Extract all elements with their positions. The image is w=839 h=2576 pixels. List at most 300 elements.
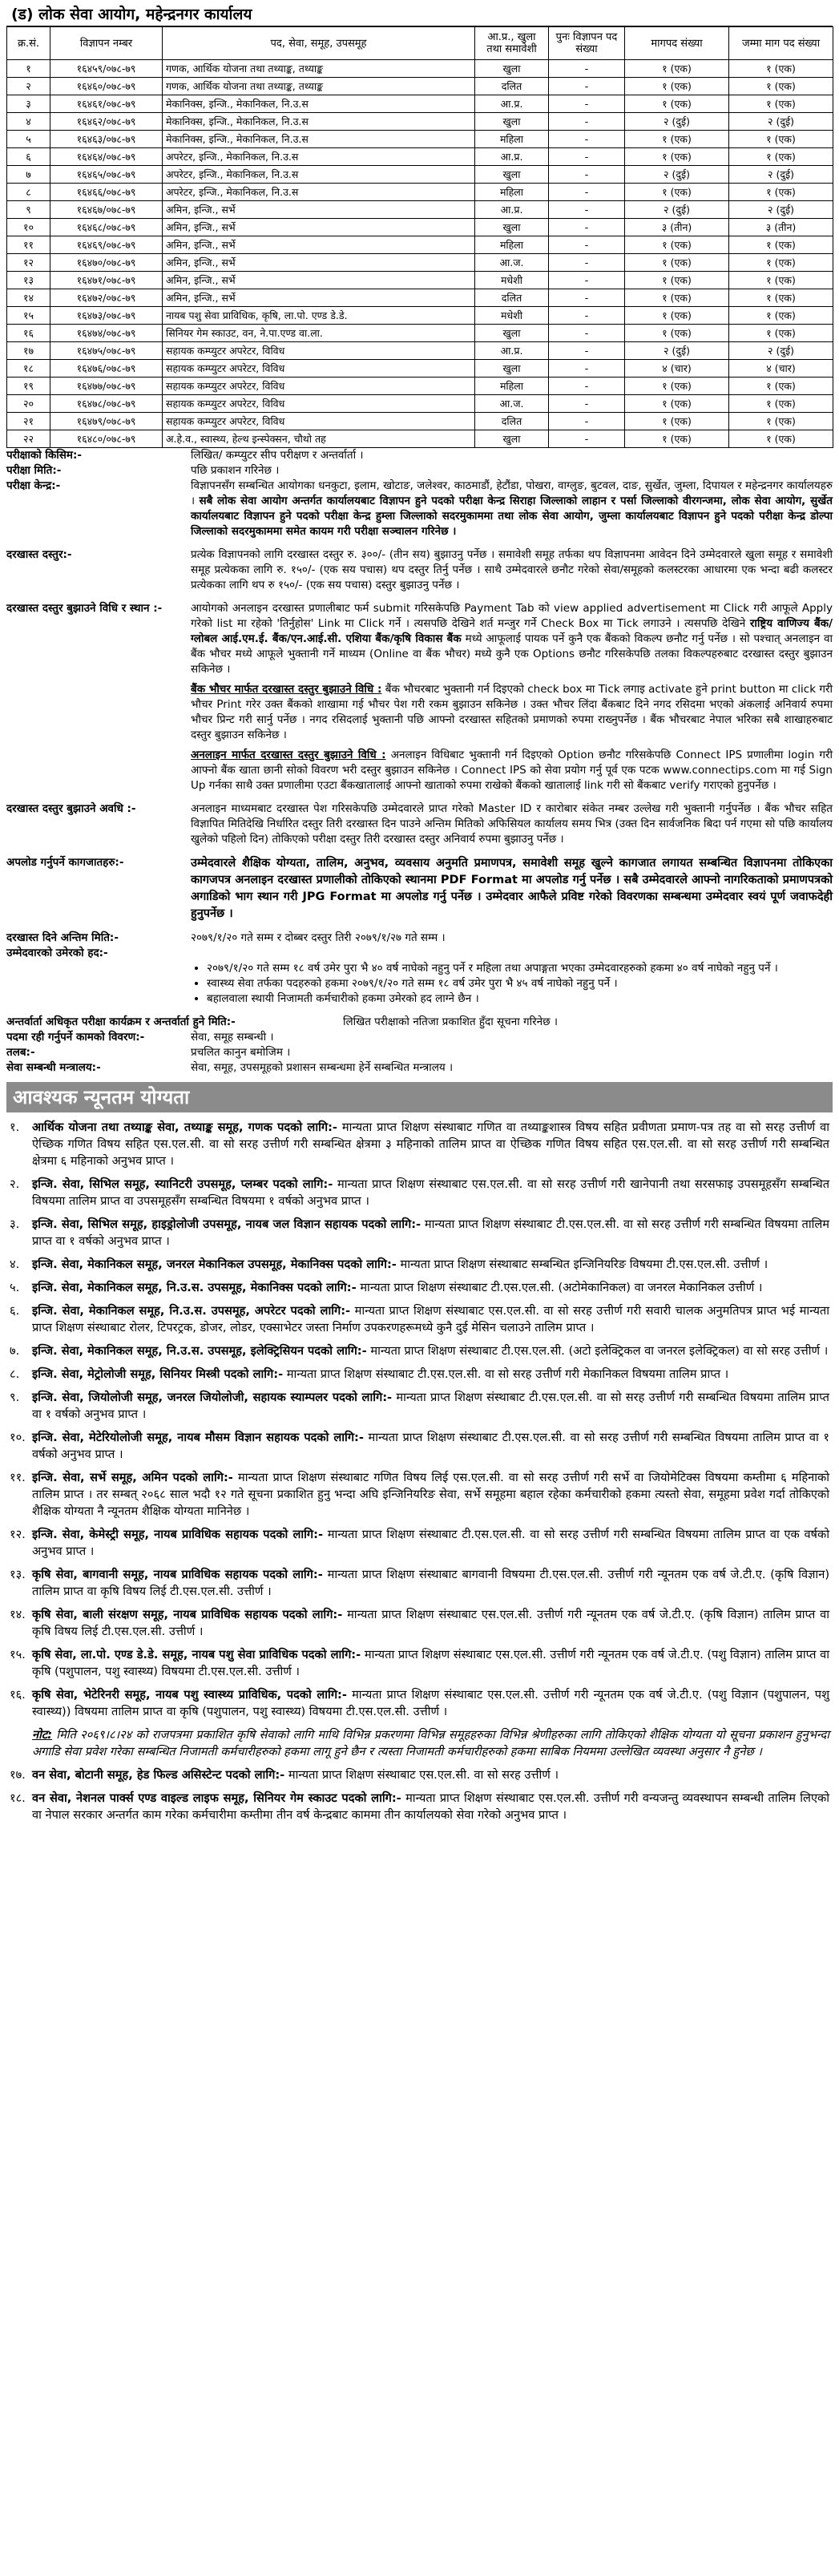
cell-readvertise: - [549, 360, 625, 378]
cell-adv-no: १६४६१/०७८-७९ [50, 95, 163, 113]
cell-demand: २ (दुई) [625, 113, 729, 131]
cell-post: सहायक कम्प्युटर अपरेटर, विविध [163, 342, 475, 360]
cell-group: महिला [475, 236, 549, 254]
qualification-item [10, 1429, 829, 1463]
cell-demand: १ (एक) [625, 131, 729, 148]
qualification-heading: आवश्यक न्यूनतम योग्यता [6, 1082, 833, 1112]
interview-value: लिखित परीक्षाको नतिजा प्रकाशित हुँदा सूचना गरिनेछ । [343, 1015, 558, 1028]
cell-adv-no: १६४६८/०७८-७९ [50, 219, 163, 236]
exam-type-value: लिखित/ कम्प्युटर सीप परीक्षण र अन्तर्वार्ता । [191, 449, 364, 462]
cell-adv-no: १६४७६/०७८-७९ [50, 360, 163, 378]
qualification-number: ७. [10, 1344, 20, 1358]
table-row [7, 254, 833, 272]
cell-group: खुला [475, 60, 549, 78]
post-details-label: पदमा रही गर्नुपर्ने कामको विवरण:- [6, 1031, 145, 1044]
table-row [7, 289, 833, 307]
online-text: अनलाइन विधिबाट भुक्तानी गर्न दिइएको Option छनौट गरिसकेपछि Connect IPS प्रणालीमा login गरी आफ्नो बैंक खाता छानी सोको विवरण भरी दस्तुर बुझाउन सकिनेछ । Connect IPS को सेवा प्रयोग गर्नु पूर्व एक पटक www.connectips.com मा गई Sign Up गर्नका साथै उक्त प्रणालीमा एउटा बैंकखातालाई आफ्नो खाताको रुपमा राखेको बैंकको खातालाई link गरी सो बैंकबाट verify गराएको हुनुपर्नेछ । [191, 749, 833, 792]
cell-readvertise: - [549, 78, 625, 95]
cell-sn: १२ [7, 254, 50, 272]
cell-sn: १८ [7, 360, 50, 378]
qualification-title: इन्जि. सेवा, केमेस्ट्री समूह, नायब प्राविधिक सहायक पदको लागि:- [32, 1528, 324, 1541]
qualification-number: १५. [10, 1648, 26, 1661]
qualification-item [10, 1726, 829, 1760]
qualification-title: इन्जि. सेवा, मेकानिकल समूह, नि.उ.स. उपसमूह, अपरेटर पदको लागि:- [32, 1304, 351, 1318]
qualification-number: १०. [10, 1431, 26, 1444]
cell-total: ३ (तीन) [729, 219, 833, 236]
cell-sn: २१ [7, 413, 50, 430]
cell-post: सहायक कम्प्युटर अपरेटर, विविध [163, 413, 475, 430]
cell-sn: ९ [7, 201, 50, 219]
cell-sn: ४ [7, 113, 50, 131]
cell-sn: १० [7, 219, 50, 236]
cell-group: दलित [475, 413, 549, 430]
qualification-title: नोट: [32, 1728, 53, 1742]
qualification-number: ३. [10, 1217, 20, 1231]
age-item: • स्वास्थ्य सेवा तर्फका पदहरुको हकमा २०७९/१/२० गते सम्म १८ वर्ष उमेर पुरा भै ४५ वर्ष नाघेको नहुनु पर्ने । [207, 976, 833, 991]
cell-readvertise: - [549, 95, 625, 113]
age-item: • बहालवाला स्थायी निजामती कर्मचारीको हकमा उमेरको हद लाग्ने छैन । [207, 991, 833, 1007]
cell-post: अमिन, इन्जि., सर्भे [163, 236, 475, 254]
online-heading: अनलाइन मार्फत दरखास्त दस्तुर बुझाउने विधि : [191, 749, 386, 761]
cell-total: १ (एक) [729, 413, 833, 430]
qualification-text: मान्यता प्राप्त शिक्षण संस्थाबाट एस.एल.सी. उत्तीर्ण गरी न्यूनतम एक वर्ष जे.टी.ए. (पशु विज्ञान (पशुपालन, पशु स्वास्थ्य)) विषयमा तालिम प्राप्त वा कृषि (पशुपालन, पशु स्वास्थ्य) विषयमा टी.एस.एल.सी. उत्तीर्ण । [32, 1688, 829, 1718]
qualification-number: ५. [10, 1281, 20, 1294]
exam-date-value: पछि प्रकाशन गरिनेछ । [191, 464, 280, 477]
cell-total: १ (एक) [729, 395, 833, 413]
cell-sn: १३ [7, 272, 50, 289]
cell-group: मधेशी [475, 272, 549, 289]
cell-group: महिला [475, 131, 549, 148]
cell-total: २ (दुई) [729, 201, 833, 219]
cell-group: खुला [475, 325, 549, 342]
age-item: • २०७९/१/२० गते सम्म १८ वर्ष उमेर पुरा भै ४० वर्ष नाघेको नहुनु पर्ने र महिला तथा अपाङ्गता भएका उम्मेदवारहरुको हकमा ४० वर्ष नाघेको नहुनु पर्ने । [207, 961, 833, 976]
cell-demand: १ (एक) [625, 430, 729, 448]
qualification-text: मान्यता प्राप्त शिक्षण संस्थाबाट एस.एल.सी. उत्तीर्ण गरी न्यूनतम एक वर्ष जे.टी.ए. (कृषि विज्ञान) तालिम प्राप्त वा कृषि विषय लिई टी.एस.एल.सी. उत्तीर्ण । [32, 1608, 829, 1638]
cell-demand: १ (एक) [625, 60, 729, 78]
col-header-total: जम्मा माग पद संख्या [729, 27, 833, 60]
cell-post: अमिन, इन्जि., सर्भे [163, 272, 475, 289]
cell-readvertise: - [549, 378, 625, 395]
cell-sn: ७ [7, 166, 50, 184]
cell-adv-no: १६४६७/०७८-७९ [50, 201, 163, 219]
cell-sn: १६ [7, 325, 50, 342]
office-title: (ड) लोक सेवा आयोग, महेन्द्रनगर कार्यालय [6, 0, 833, 26]
cell-sn: १७ [7, 342, 50, 360]
col-header-group: आ.प्र., खुला तथा समावेशी [475, 27, 549, 60]
vacancy-table-body [7, 60, 833, 448]
cell-post: सिनियर गेम स्काउट, वन, ने.पा.एण्ड वा.ला. [163, 325, 475, 342]
fee-method-value-2: मध्ये आफूलाई पायक पर्ने कुनै एक बैंकको विकल्प छनौट गर्नु पर्नेछ । सो पश्चात् अनलाइन वा बैंक भौचर मध्ये आफूले भुक्तानी गर्ने माध्यम (Online वा बैंक भौचर) मध्ये कुनै एक Options छनौट गरिसकेपछि तलका विकल्पहरुबाट दरखास्त दस्तुर बुझाउन सकिनेछ । [191, 632, 833, 676]
last-date-label: दरखास्त दिने अन्तिम मिति:- [6, 931, 119, 944]
cell-post: अ.हे.व., स्वास्थ्य, हेल्थ इन्स्पेक्सन, चौथो तह [163, 430, 475, 448]
exam-center-value: विज्ञापनसँग सम्बन्धित आयोगका धनकुटा, इलाम, खोटाङ, जलेश्वर, काठमाडौं, हेटौंडा, पोखरा, वाग्लुङ, बुटवल, दाङ, सुर्खेत, जुम्ला, दिपायल र महेन्द्रनगर कार्यालयहरु । [191, 479, 833, 507]
qualification-item [10, 1176, 829, 1209]
cell-group: आ.प्र. [475, 342, 549, 360]
cell-total: १ (एक) [729, 131, 833, 148]
cell-demand: १ (एक) [625, 378, 729, 395]
qualification-title: इन्जि. सेवा, सिभिल समूह, हाइड्रोलोजी उपसमूह, नायब जल विज्ञान सहायक पदको लागि:- [32, 1217, 422, 1231]
cell-adv-no: १६४६२/०७८-७९ [50, 113, 163, 131]
qualification-item [10, 1256, 829, 1273]
cell-total: १ (एक) [729, 95, 833, 113]
cell-post: सहायक कम्प्युटर अपरेटर, विविध [163, 395, 475, 413]
cell-post: मेकानिक्स, इन्जि., मेकानिकल, नि.उ.स [163, 95, 475, 113]
cell-post: सहायक कम्प्युटर अपरेटर, विविध [163, 360, 475, 378]
ministry-label: सेवा सम्बन्धी मन्त्रालय:- [6, 1061, 101, 1074]
cell-adv-no: १६४६३/०७८-७९ [50, 131, 163, 148]
cell-sn: ३ [7, 95, 50, 113]
cell-adv-no: १६४६९/०७८-७९ [50, 236, 163, 254]
cell-demand: ३ (तीन) [625, 219, 729, 236]
cell-post: नायब पशु सेवा प्राविधिक, कृषि, ला.पो. एण्ड डे.डे. [163, 307, 475, 325]
qualification-number: १. [10, 1120, 20, 1134]
fee-deadline-value: अनलाइन माध्यमबाट दरखास्त पेश गरिसकेपछि उम्मेदवारले प्राप्त गरेको Master ID र कारोबार संकेत नम्बर उल्लेख गरी भुक्तानी गर्नुपर्नेछ । बैंक भौचर सहित विज्ञापित मितिदेखि निर्धारित दस्तुर तिरी दरखास्त दिन पाउने अन्तिम मितिको अफिसियल कार्यालय समय भित्र (उक्त दिन सार्वजनिक बिदा पर्न गएमा सो पछि कार्यालय खुलेको पहिलो दिन) तोकिएको परीक्षा दस्तुर तिरी दरखास्त दस्तुर अनिवार्य रुपमा बुझाउनु पर्नेछ । [191, 802, 833, 846]
qualification-number [10, 1726, 32, 1760]
cell-post: अपरेटर, इन्जि., मेकानिकल, नि.उ.स [163, 184, 475, 201]
cell-adv-no: १६४६५/०७८-७९ [50, 166, 163, 184]
qualification-text: मान्यता प्राप्त शिक्षण संस्थाबाट टी.एस.एल.सी. वा सो सरह उत्तीर्ण गरी सम्बन्धित विषयमा तालिम प्राप्त वा १ वर्षको अनुभव प्राप्त । [32, 1217, 829, 1248]
table-row [7, 307, 833, 325]
cell-group: खुला [475, 360, 549, 378]
cell-adv-no: १६४७८/०७८-७९ [50, 395, 163, 413]
cell-readvertise: - [549, 166, 625, 184]
cell-group: दलित [475, 78, 549, 95]
table-row [7, 148, 833, 166]
table-row [7, 430, 833, 448]
qualification-number: १८. [10, 1791, 26, 1805]
cell-readvertise: - [549, 184, 625, 201]
cell-total: १ (एक) [729, 236, 833, 254]
cell-total: १ (एक) [729, 78, 833, 95]
cell-post: गणक, आर्थिक योजना तथा तथ्याङ्क, तथ्याङ्क [163, 60, 475, 78]
cell-demand: २ (दुई) [625, 201, 729, 219]
qualification-title: इन्जि. सेवा, मेकानिकल समूह, नि.उ.स. उपसमूह, मेकानिक्स पदको लागि:- [32, 1281, 357, 1294]
cell-total: १ (एक) [729, 272, 833, 289]
table-row [7, 395, 833, 413]
table-row [7, 131, 833, 148]
cell-demand: १ (एक) [625, 95, 729, 113]
cell-demand: १ (एक) [625, 254, 729, 272]
cell-post: अपरेटर, इन्जि., मेकानिकल, नि.उ.स [163, 148, 475, 166]
cell-total: ४ (चार) [729, 360, 833, 378]
cell-readvertise: - [549, 131, 625, 148]
qualification-number: १७. [10, 1768, 26, 1782]
qualification-number: ९. [10, 1391, 20, 1404]
qualification-text: मान्यता प्राप्त शिक्षण संस्थाबाट टी.एस.एल.सी. वा सो सरह उत्तीर्ण गरी सम्बन्धित विषयमा तालिम प्राप्त वा एक वर्षको अनुभव प्राप्त । [32, 1528, 829, 1558]
voucher-text: बैंक भौचरबाट भुक्तानी गर्न दिइएको check box मा Tick लगाइ activate हुने print button मा click गरी भौचर Print गरेर उक्त बैंकको शाखामा गई भौचर पेश गरी रकम बुझाउन सकिनेछ । उक्त भौचर लिंदा बैंकबाट दिने नगद रसिदमा भएको अंकलाई अनिवार्य रुपमा भौचर प्रिन्ट गरी सार्नु पर्नेछ । नगद रसिदलाई भुक्तानी पछि आफ्नो दरखास्त सहितको प्रमाणको रुपमा राख्नुपर्नेछ । बैंक भौचरबाट नेपाल भरिका सबै शाखाहरुबाट दस्तुर बुझाउन सकिनेछ । [191, 683, 833, 741]
cell-group: खुला [475, 219, 549, 236]
cell-adv-no: १६४७५/०७८-७९ [50, 342, 163, 360]
table-row [7, 78, 833, 95]
salary-label: तलब:- [6, 1046, 35, 1059]
qualification-text: मान्यता प्राप्त शिक्षण संस्थाबाट बागवानी विषयमा टी.एस.एल.सी. उत्तीर्ण गरी न्यूनतम एक वर्ष जे.टी.ए. (कृषि विज्ञान) तालिम प्राप्त वा कृषि विषय लिई टी.एस.एल.सी. उत्तीर्ण । [32, 1568, 830, 1598]
cell-sn: २ [7, 78, 50, 95]
exam-type-label: परीक्षाको किसिम:- [6, 449, 82, 462]
cell-demand: २ (दुई) [625, 342, 729, 360]
interview-label: अन्तर्वार्ता अधिकृत परीक्षा कार्यक्रम र अन्तर्वार्ता हुने मिति:- [6, 1015, 236, 1028]
table-row [7, 360, 833, 378]
cell-group: दलित [475, 289, 549, 307]
qualification-title: इन्जि. सेवा, जियोलोजी समूह, जनरल जियोलोजी, सहायक स्याम्पलर पदको लागि:- [32, 1391, 393, 1404]
qualification-number: १४. [10, 1608, 26, 1621]
cell-adv-no: १६४५९/०७८-७९ [50, 60, 163, 78]
qualification-item [10, 1366, 829, 1383]
table-row [7, 413, 833, 430]
cell-total: १ (एक) [729, 325, 833, 342]
qualification-text: मिति २०६९।८।२४ को राजपत्रमा प्रकाशित कृषि सेवाको लागि माथि विभिन्न प्रकरणमा विभिन्न समूहहरुका विभिन्न श्रेणीहरुका लागि तोकिएको शैक्षिक योग्यता यो सूचना प्रकाशन हुनुभन्दा अगाडि सेवा प्रवेश गरेका सम्बन्धित निजामती कर्मचारीहरुको हकमा लागू हुने छैन र त्यस्ता निजामती कर्मचारीहरुको हकमा साबिक नियममा उल्लेखित व्यवस्था अनुसार नै हुनेछ । [32, 1728, 830, 1758]
cell-demand: १ (एक) [625, 307, 729, 325]
col-header-adv-no: विज्ञापन नम्बर [50, 27, 163, 60]
table-row [7, 236, 833, 254]
fee-label: दरखास्त दस्तुर:- [6, 548, 72, 561]
last-date-value: २०७९/१/२० गते सम्म र दोब्बर दस्तुर तिरी २०७९/१/२७ गते सम्म । [191, 931, 446, 944]
upload-label: अपलोड गर्नुपर्ने कागजातहरु:- [6, 856, 124, 869]
qualification-title: इन्जि. सेवा, सिभिल समूह, स्यानिटरी उपसमूह, प्लम्बर पदको लागि:- [32, 1177, 333, 1191]
cell-readvertise: - [549, 219, 625, 236]
cell-total: १ (एक) [729, 289, 833, 307]
cell-total: १ (एक) [729, 378, 833, 395]
cell-readvertise: - [549, 201, 625, 219]
table-row [7, 378, 833, 395]
fee-method-value: आयोगको अनलाइन दरखास्त प्रणालीबाट फर्म submit गरिसकेपछि Payment Tab को view applied advertisement मा Click गरी आफूले Apply गरेको list मा रहेको 'तिर्नुहोस' Link मा Click गर्ने । त्यसपछि देखिने शर्त मन्जुर गर्ने Check Box मा Tick लगाउने । त्यसपछि देखिने [191, 602, 833, 630]
exam-center-note: सबै लोक सेवा आयोग अन्तर्गत कार्यालयबाट विज्ञापन हुने पदको परीक्षा केन्द्र सिराहा जिल्लाको लाहान र पर्सा जिल्लाको वीरगन्जमा, लोक सेवा आयोग, सुर्खेत कार्यालयबाट विज्ञापन हुने पदको परीक्षा केन्द्र हुम्ला जिल्लाको सदरमुकाममा तथा लोक सेवा आयोग, जुम्ला कार्यालयबाट विज्ञापन हुने पदको परीक्षा केन्द्र डोल्पा जिल्लाको सदरमुकाममा समेत कायम गरी परीक्षा सञ्चालन गरिनेछ । [191, 495, 833, 538]
cell-readvertise: - [549, 236, 625, 254]
qualification-item [10, 1302, 829, 1336]
cell-demand: १ (एक) [625, 236, 729, 254]
qualification-number: २. [10, 1177, 20, 1191]
col-header-demand: मागपद संख्या [625, 27, 729, 60]
qualification-item [10, 1216, 829, 1250]
cell-sn: २० [7, 395, 50, 413]
cell-readvertise: - [549, 272, 625, 289]
cell-adv-no: १६४७९/०७८-७९ [50, 413, 163, 430]
voucher-heading: बैंक भौचर मार्फत दरखास्त दस्तुर बुझाउने विधि : [191, 683, 382, 696]
cell-sn: १ [7, 60, 50, 78]
cell-sn: ११ [7, 236, 50, 254]
cell-group: आ.प्र. [475, 148, 549, 166]
qualification-text: मान्यता प्राप्त शिक्षण संस्थाबाट एस.एल.सी. वा सो सरह उत्तीर्ण गरी खानेपानी तथा सरसफाइ उपसमूहसँग सम्बन्धित विषयमा तालिम प्राप्त वा उपसमूहसँग सम्बन्धित विषयमा १ वर्षको अनुभव प्राप्त । [32, 1177, 830, 1208]
cell-demand: १ (एक) [625, 184, 729, 201]
qualification-item [10, 1119, 829, 1169]
cell-total: १ (एक) [729, 254, 833, 272]
qualification-text: मान्यता प्राप्त शिक्षण संस्थाबाट टी.एस.एल.सी. वा सो सरह उत्तीर्ण गरी मेकानिकल विषयमा तालिम प्राप्त । [286, 1367, 729, 1381]
cell-demand: १ (एक) [625, 413, 729, 430]
qualification-item [10, 1343, 829, 1359]
cell-demand: १ (एक) [625, 78, 729, 95]
cell-readvertise: - [549, 395, 625, 413]
qualification-title: इन्जि. सेवा, मेटेरियोलोजी समूह, नायब मौसम विज्ञान सहायक पदको लागि:- [32, 1431, 364, 1444]
cell-total: १ (एक) [729, 148, 833, 166]
cell-post: अपरेटर, इन्जि., मेकानिकल, नि.उ.स [163, 166, 475, 184]
qualification-text: मान्यता प्राप्त शिक्षण संस्थाबाट गणित वा तथ्याङ्कशास्त्र विषय सहित प्रवीणता प्रमाण-पत्र तह वा सो सरह उत्तीर्ण वा ऐच्छिक गणित विषय सहित एस.एल.सी. वा सो सरह उत्तीर्ण गरी सम्बन्धित क्षेत्रमा ३ महिनाको तालिम प्राप्त वा ऐच्छिक गणित विषय सहित एस.एल.सी. वा सो सरह उत्तीर्ण गरी सम्बन्धित क्षेत्रमा ६ महिनाको अनुभव प्राप्त । [32, 1120, 829, 1168]
qualification-title: वन सेवा, बोटानी समूह, हेड फिल्ड असिस्टेन्ट पदको लागि:- [32, 1768, 285, 1782]
table-row [7, 113, 833, 131]
cell-group: महिला [475, 184, 549, 201]
qualification-item [10, 1389, 829, 1423]
cell-group: महिला [475, 378, 549, 395]
fee-method-banks: राष्ट्रिय वाणिज्य बैंक/ग्लोबल आई.एम.ई. बैंक/एन.आई.सी. एशिया बैंक/कृषि विकास बैंक [191, 617, 833, 645]
cell-sn: ६ [7, 148, 50, 166]
cell-demand: १ (एक) [625, 325, 729, 342]
qualification-title: इन्जि. सेवा, मेकानिकल समूह, जनरल मेकानिकल उपसमूह, मेकानिक्स पदको लागि:- [32, 1258, 397, 1271]
qualification-title: आर्थिक योजना तथा तथ्याङ्क सेवा, तथ्याङ्क समूह, गणक पदको लागि:- [32, 1120, 337, 1134]
cell-total: २ (दुई) [729, 342, 833, 360]
cell-readvertise: - [549, 413, 625, 430]
qualification-title: कृषि सेवा, भेटेरिनरी समूह, नायब पशु स्वास्थ्य प्राविधिक, पदको लागि:- [32, 1688, 347, 1702]
cell-sn: २२ [7, 430, 50, 448]
age-label: उम्मेदवारको उमेरको हद:- [6, 947, 108, 959]
qualification-text: मान्यता प्राप्त शिक्षण संस्थाबाट टी.एस.एल.सी. वा सो सरह उत्तीर्ण गरी सम्बन्धित विषयमा तालिम प्राप्त वा १ वर्षको अनुभव प्राप्त । [32, 1431, 829, 1461]
qualification-text: मान्यता प्राप्त शिक्षण संस्थाबाट टी.एस.एल.सी. (अटोमेकानिकल) वा जनरल मेकानिकल उत्तीर्ण । [360, 1281, 763, 1294]
fee-method-label: दरखास्त दस्तुर बुझाउने विधि र स्थान :- [6, 602, 163, 615]
qualification-text: मान्यता प्राप्त शिक्षण संस्थाबाट सम्बन्धित इन्जिनियरिङ विषयमा टी.एस.एल.सी. उत्तीर्ण । [400, 1258, 768, 1271]
table-row [7, 325, 833, 342]
col-header-post: पद, सेवा, समूह, उपसमूह [163, 27, 475, 60]
salary-value: प्रचलित कानुन बमोजिम । [191, 1046, 291, 1059]
table-header-row [7, 27, 833, 60]
qualification-text: मान्यता प्राप्त शिक्षण संस्थाबाट गणित विषय लिई एस.एल.सी. वा सो सरह उत्तीर्ण गरी सर्भे वा जियोमेटिक्स विषयमा कम्तीमा ६ महिनाको तालिम प्राप्त । तर सम्बत् २०६८ साल भदौ १२ गते सूचना प्रकाशित हुनु भन्दा अघि इन्जिनियरिङ सेवा, सर्भे समूहमा बहाल रहेका कर्मचारीको हकमा त्यस्तो सेवा, समूहमा प्रवेश गर्दा तोकिएको शैक्षिक योग्यता नै न्यूनतम शैक्षिक योग्यता मानिनेछ । [32, 1471, 830, 1518]
cell-group: खुला [475, 430, 549, 448]
cell-sn: १९ [7, 378, 50, 395]
cell-demand: ४ (चार) [625, 360, 729, 378]
cell-total: १ (एक) [729, 184, 833, 201]
qualification-item [10, 1790, 829, 1823]
cell-group: आ.ज. [475, 254, 549, 272]
table-row [7, 184, 833, 201]
table-row [7, 342, 833, 360]
cell-demand: १ (एक) [625, 395, 729, 413]
cell-post: मेकानिक्स, इन्जि., मेकानिकल, नि.उ.स [163, 131, 475, 148]
cell-sn: ८ [7, 184, 50, 201]
cell-demand: २ (दुई) [625, 166, 729, 184]
cell-post: अमिन, इन्जि., सर्भे [163, 219, 475, 236]
cell-group: आ.ज. [475, 395, 549, 413]
vacancy-table [6, 26, 833, 448]
cell-adv-no: १६४७०/०७८-७९ [50, 254, 163, 272]
cell-adv-no: १६४७७/०७८-७९ [50, 378, 163, 395]
cell-readvertise: - [549, 113, 625, 131]
cell-readvertise: - [549, 307, 625, 325]
qualification-item [10, 1646, 829, 1680]
ministry-value: सेवा, समूह, उपसमूहको प्रशासन सम्बन्धमा हेर्ने सम्बन्धित मन्त्रालय । [191, 1061, 454, 1074]
cell-readvertise: - [549, 342, 625, 360]
cell-adv-no: १६४७३/०७८-७९ [50, 307, 163, 325]
cell-adv-no: १६४७४/०७८-७९ [50, 325, 163, 342]
cell-total: २ (दुई) [729, 166, 833, 184]
cell-demand: १ (एक) [625, 289, 729, 307]
exam-date-label: परीक्षा मिति:- [6, 464, 62, 477]
cell-post: अमिन, इन्जि., सर्भे [163, 201, 475, 219]
table-row [7, 219, 833, 236]
qualification-number: १२. [10, 1528, 26, 1541]
table-row [7, 166, 833, 184]
qualification-text: मान्यता प्राप्त शिक्षण संस्थाबाट टी.एस.एल.सी. (अटो इलेक्ट्रिकल वा जनरल इलेक्ट्रिकल) वा सो सरह उत्तीर्ण । [370, 1344, 829, 1358]
qualification-title: कृषि सेवा, बाली संरक्षण समूह, नायब प्राविधिक सहायक पदको लागि:- [32, 1608, 343, 1621]
table-row [7, 272, 833, 289]
col-header-sn: क्र.सं. [7, 27, 50, 60]
qualification-title: वन सेवा, नेशनल पार्क्स एण्ड वाइल्ड लाइफ समूह, सिनियर गेम स्काउट पदको लागि:- [32, 1791, 401, 1805]
cell-adv-no: १६४६४/०७८-७९ [50, 148, 163, 166]
qualification-number: ११. [10, 1471, 26, 1484]
qualification-title: कृषि सेवा, बागवानी समूह, नायब प्राविधिक सहायक पदको लागि:- [32, 1568, 323, 1581]
cell-readvertise: - [549, 254, 625, 272]
cell-adv-no: १६४७१/०७८-७९ [50, 272, 163, 289]
qualification-title: इन्जि. सेवा, मेट्रोलोजी समूह, सिनियर मिस्त्री पदको लागि:- [32, 1367, 284, 1381]
cell-demand: १ (एक) [625, 272, 729, 289]
cell-post: अमिन, इन्जि., सर्भे [163, 254, 475, 272]
qualification-item [10, 1279, 829, 1296]
upload-value: उम्मेदवारले शैक्षिक योग्यता, तालिम, अनुभव, व्यवसाय अनुमति प्रमाणपत्र, समावेशी समूह खुल्ने कागजात लगायत सम्बन्धित विज्ञापनमा तोकिएका कागजपत्र अनलाइन दरखास्त प्रणालीको तोकिएको स्थानमा PDF Format मा अपलोड गर्नु पर्नेछ । सबै उम्मेदवारले आफ्नो नागरिकताको प्रमाणपत्रको अगाडिको भाग स्थान गरी JPG Format मा अपलोड गर्नु पर्नेछ । उम्मेदवार आफैले प्रविष्ट गरेको विवरणका सम्बन्धमा उम्मेदवार स्वयं पूर्ण जवाफदेही हुनुपर्नेछ । [191, 857, 833, 920]
cell-group: आ.प्र. [475, 95, 549, 113]
qualification-text: मान्यता प्राप्त शिक्षण संस्थाबाट एस.एल.सी. उत्तीर्ण गरी वन्यजन्तु व्यवस्थापन सम्बन्धी तालिम लिएको वा नेपाल सरकार अन्तर्गत काम गरेका कर्मचारीमा कम्तीमा तीन वर्ष केन्द्रबाट काममा तीन कार्यालयको सेवा गरेको अनुभव प्राप्त । [32, 1791, 830, 1822]
qualification-number: ६. [10, 1304, 20, 1318]
cell-total: १ (एक) [729, 430, 833, 448]
qualification-title: कृषि सेवा, ला.पो. एण्ड डे.डे. समूह, नायब पशु सेवा प्राविधिक पदको लागि:- [32, 1648, 361, 1661]
cell-adv-no: १६४८०/०७८-७९ [50, 430, 163, 448]
qualification-list [6, 1119, 833, 1823]
cell-total: १ (एक) [729, 307, 833, 325]
cell-sn: १४ [7, 289, 50, 307]
cell-group: आ.प्र. [475, 201, 549, 219]
qualification-text: मान्यता प्राप्त शिक्षण संस्थाबाट एस.एल.सी. वा सो सरह उत्तीर्ण गरी सवारी चालक अनुमतिपत्र प्राप्त भई मान्यता प्राप्त शिक्षण संस्थाबाट रोलर, टिपरट्रक, डोजर, लोडर, एक्साभेटर जस्ता निर्माण उपकरणहरूमध्ये कुनै दुई मेसिन चलाउने तालिम प्राप्त । [32, 1304, 830, 1334]
age-list [6, 961, 833, 1007]
cell-readvertise: - [549, 289, 625, 307]
cell-post: मेकानिक्स, इन्जि., मेकानिकल, नि.उ.स [163, 113, 475, 131]
qualification-item [10, 1566, 829, 1600]
qualification-item [10, 1686, 829, 1720]
cell-group: खुला [475, 166, 549, 184]
qualification-text: मान्यता प्राप्त शिक्षण संस्थाबाट टी.एस.एल.सी. वा सो सरह उत्तीर्ण गरी सम्बन्धित विषयमा तालिम प्राप्त वा १ वर्षको अनुभव प्राप्त । [32, 1391, 830, 1421]
fee-deadline-label: दरखास्त दस्तुर बुझाउने अवधि :- [6, 802, 136, 815]
qualification-item [10, 1606, 829, 1640]
cell-adv-no: १६४७२/०७८-७९ [50, 289, 163, 307]
qualification-number: ८. [10, 1367, 20, 1381]
cell-readvertise: - [549, 430, 625, 448]
qualification-text: मान्यता प्राप्त शिक्षण संस्थाबाट एस.एल.सी. वा सो सरह उत्तीर्ण । [288, 1768, 559, 1782]
qualification-number: ४. [10, 1258, 20, 1271]
cell-demand: १ (एक) [625, 148, 729, 166]
cell-sn: ५ [7, 131, 50, 148]
table-row [7, 60, 833, 78]
qualification-title: इन्जि. सेवा, सर्भे समूह, अमिन पदको लागि:- [32, 1471, 233, 1484]
cell-post: गणक, आर्थिक योजना तथा तथ्याङ्क, तथ्याङ्क [163, 78, 475, 95]
post-details-value: सेवा, समूह सम्बन्धी । [191, 1031, 274, 1044]
cell-sn: १५ [7, 307, 50, 325]
cell-adv-no: १६४६०/०७८-७९ [50, 78, 163, 95]
qualification-title: इन्जि. सेवा, मेकानिकल समूह, नि.उ.स. उपसमूह, इलेक्ट्रिसियन पदको लागि:- [32, 1344, 367, 1358]
cell-adv-no: १६४६६/०७८-७९ [50, 184, 163, 201]
cell-total: २ (दुई) [729, 113, 833, 131]
table-row [7, 95, 833, 113]
cell-readvertise: - [549, 148, 625, 166]
cell-group: मधेशी [475, 307, 549, 325]
fee-value: प्रत्येक विज्ञापनको लागि दरखास्त दस्तुर रु. ३००/- (तीन सय) बुझाउनु पर्नेछ । समावेशी समूह तर्फका थप विज्ञापनमा आवेदन दिने उम्मेदवारले खुला समूह र समावेशी समूह प्रत्येकका लागि रु. १५०/- (एक सय पचास) थप दस्तुर तिर्नु पर्नेछ । साथै उम्मेदवारले छनौट गरेको सेवा/समूहको कलस्टरका आधारमा एक भन्दा बढी कलस्टर प्रत्येकका लागि थप रु १५०/- (एक सय पचास) दस्तुर बुझाउनु पर्नेछ । [191, 548, 833, 592]
cell-readvertise: - [549, 60, 625, 78]
cell-total: १ (एक) [729, 60, 833, 78]
cell-post: सहायक कम्प्युटर अपरेटर, विविध [163, 378, 475, 395]
qualification-number: १३. [10, 1568, 26, 1581]
exam-center-label: परीक्षा केन्द्र:- [6, 479, 61, 492]
cell-readvertise: - [549, 325, 625, 342]
info-section [6, 448, 833, 1076]
qualification-text: मान्यता प्राप्त शिक्षण संस्थाबाट एस.एल.सी. उत्तीर्ण गरी न्यूनतम एक वर्ष जे.टी.ए. (पशु विज्ञान) तालिम प्राप्त वा कृषि (पशुपालन, पशु स्वास्थ्य) विषयमा टी.एस.एल.सी. उत्तीर्ण । [32, 1648, 830, 1678]
cell-post: अमिन, इन्जि., सर्भे [163, 289, 475, 307]
qualification-item [10, 1766, 829, 1783]
qualification-item [10, 1526, 829, 1560]
qualification-number: १६. [10, 1688, 26, 1702]
col-header-readvertise: पुनः विज्ञापन पद संख्या [549, 27, 625, 60]
qualification-item [10, 1469, 829, 1520]
